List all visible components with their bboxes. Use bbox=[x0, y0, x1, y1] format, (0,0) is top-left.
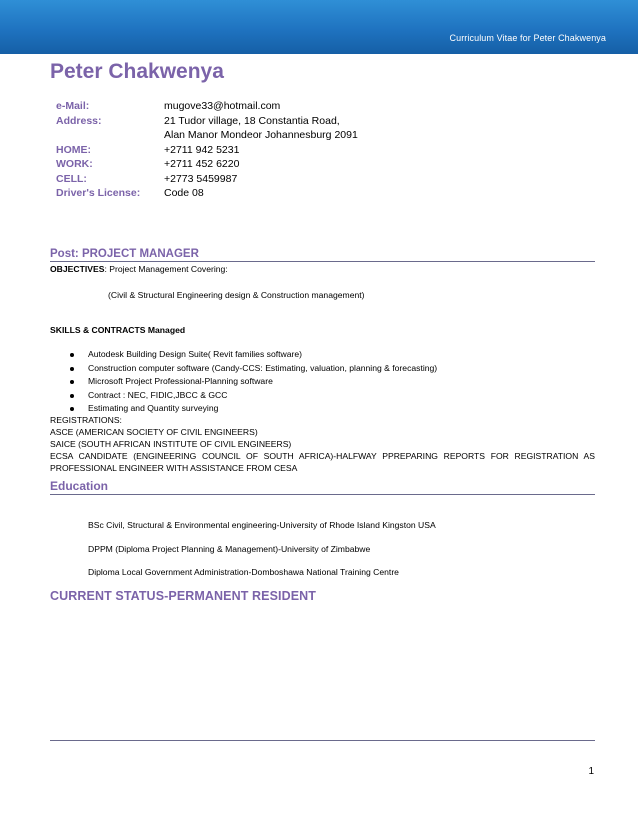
registration-line: SAICE (SOUTH AFRICAN INSTITUTE OF CIVIL ENGINEERS) bbox=[50, 439, 292, 449]
header-banner-text: Curriculum Vitae for Peter Chakwenya bbox=[449, 33, 606, 43]
list-item: Estimating and Quantity surveying bbox=[64, 402, 437, 416]
post-heading bbox=[50, 248, 595, 262]
contact-row-license bbox=[56, 186, 358, 201]
contact-row-cell bbox=[56, 172, 358, 187]
address-line-1: 21 Tudor village, 18 Constantia Road, bbox=[164, 114, 340, 127]
contact-label: WORK: bbox=[56, 158, 93, 170]
footer-divider bbox=[50, 740, 595, 741]
page-number: 1 bbox=[588, 766, 594, 777]
education-item: BSc Civil, Structural & Environmental engineering-University of Rhode Island Kingston USA bbox=[88, 520, 436, 530]
license-value: Code 08 bbox=[164, 187, 204, 199]
post-label: Post: bbox=[50, 248, 79, 260]
list-item: Construction computer software (Candy-CCS: Estimating, valuation, planning & forecasting) bbox=[64, 362, 437, 376]
email-value: mugove33@hotmail.com bbox=[164, 100, 281, 112]
address-line-2: Alan Manor Mondeor Johannesburg 2091 bbox=[164, 129, 358, 141]
education-heading: Education bbox=[50, 479, 595, 495]
skills-heading: SKILLS & CONTRACTS Managed bbox=[50, 325, 186, 335]
contact-label: CELL: bbox=[56, 172, 87, 185]
contact-block bbox=[56, 99, 358, 201]
contact-row-address-2 bbox=[56, 128, 358, 143]
post-title: PROJECT MANAGER bbox=[81, 248, 199, 260]
objectives-text: : Project Management Covering: bbox=[104, 264, 228, 274]
registrations-block bbox=[50, 414, 595, 474]
cell-phone-value: +2773 5459987 bbox=[164, 172, 238, 185]
contact-row-email bbox=[56, 99, 358, 114]
contact-label: HOME: bbox=[56, 143, 91, 156]
objectives-label: OBJECTIVES bbox=[50, 264, 105, 274]
list-item: Contract : NEC, FIDIC,JBCC & GCC bbox=[64, 389, 437, 403]
header-banner bbox=[0, 0, 638, 54]
registrations-heading: REGISTRATIONS: bbox=[50, 415, 122, 425]
candidate-name: Peter Chakwenya bbox=[50, 60, 224, 83]
skills-list bbox=[64, 348, 437, 416]
current-status-heading: CURRENT STATUS-PERMANENT RESIDENT bbox=[50, 589, 317, 603]
objectives-line bbox=[50, 264, 228, 275]
contact-row-home bbox=[56, 143, 358, 158]
list-item: Autodesk Building Design Suite( Revit families software) bbox=[64, 348, 437, 362]
registration-line: ECSA CANDIDATE (ENGINEERING COUNCIL OF SOUTH AFRICA)-HALFWAY PPREPARING REPORTS FOR REGISTRATION AS PROFESSIONAL ENGINEER WITH ASSISTANCE FROM CESA bbox=[50, 451, 595, 473]
contact-label: e-Mail: bbox=[56, 100, 90, 112]
contact-row-address bbox=[56, 114, 358, 129]
registration-line: ASCE (AMERICAN SOCIETY OF CIVIL ENGINEERS) bbox=[50, 427, 258, 437]
home-phone-value: +2711 942 5231 bbox=[164, 143, 240, 156]
contact-row-work bbox=[56, 157, 358, 172]
list-item: Microsoft Project Professional-Planning software bbox=[64, 375, 437, 389]
education-item: DPPM (Diploma Project Planning & Management)-University of Zimbabwe bbox=[88, 544, 371, 554]
objectives-detail: (Civil & Structural Engineering design & Construction management) bbox=[108, 290, 365, 300]
work-phone-value: +2711 452 6220 bbox=[164, 158, 240, 170]
contact-label: Address: bbox=[56, 114, 102, 127]
education-item: Diploma Local Government Administration-Domboshawa National Training Centre bbox=[88, 567, 399, 577]
contact-label: Driver's License: bbox=[56, 187, 141, 199]
contact-label bbox=[56, 128, 164, 143]
